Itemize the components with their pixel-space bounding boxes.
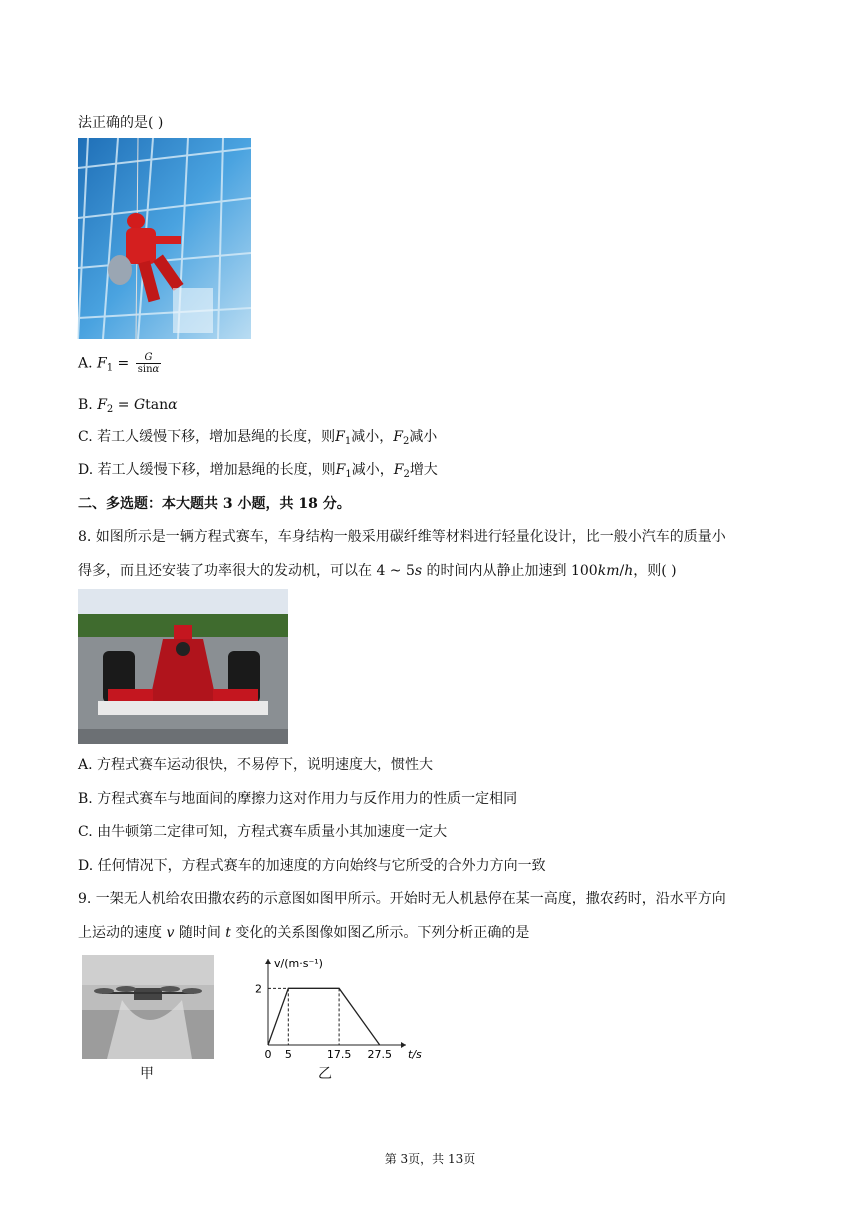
x-tick-label: 5: [284, 1048, 292, 1061]
page-footer: 第 3页，共 13页: [384, 1152, 476, 1166]
x-tick-label: 0: [264, 1048, 272, 1061]
q8-option-d: D. 任何情况下，方程式赛车的加速度的方向始终与它所受的合外力方向一致: [78, 858, 546, 874]
option-label: A.: [78, 355, 98, 372]
q8-option-b: B. 方程式赛车与地面间的摩擦力这对作用力与反作用力的性质一定相同: [78, 791, 518, 807]
drone-photo: [82, 955, 214, 1059]
q8-option-c: C. 由牛顿第二定律可知，方程式赛车质量小其加速度一定大: [78, 824, 448, 840]
figure-caption-yi: 乙: [318, 1066, 332, 1082]
y-axis-label: v/(m·s⁻¹): [274, 957, 323, 970]
figure-caption-jia: 甲: [140, 1066, 154, 1082]
y-axis-arrow: [265, 959, 271, 964]
q7-option-d: D. 若工人缓慢下移，增加悬绳的长度，则$F_1$减小，$F_2$增大: [78, 462, 438, 480]
y-tick-label: 2: [255, 982, 262, 996]
x-axis-label: t/s: [408, 1048, 422, 1061]
series-line: [268, 988, 380, 1045]
x-axis-arrow: [401, 1042, 406, 1048]
velocity-time-chart: [250, 955, 422, 1061]
x-tick-label: 27.5: [367, 1048, 392, 1061]
option-label: B.: [78, 397, 98, 413]
q7-option-b: B. $F_2 = Gtan\alpha$: [78, 397, 178, 415]
window-cleaner-photo: [78, 138, 251, 339]
fraction: $\frac{G}{\sin\alpha}$: [137, 352, 160, 375]
formula-car-photo: [78, 589, 288, 744]
q9-stem-line1: 9. 一架无人机给农田撒农药的示意图如图甲所示。开始时无人机悬停在某一高度，撒农药时，沿水平方向: [78, 891, 726, 907]
q8-option-a: A. 方程式赛车运动很快，不易停下，说明速度大，惯性大: [78, 757, 434, 773]
q7-option-c: C. 若工人缓慢下移，增加悬绳的长度，则$F_1$减小，$F_2$减小: [78, 429, 438, 447]
q7-stem-end: 法正确的是( ): [78, 115, 164, 131]
q9-stem-line2: 上运动的速度 v 随时间 t 变化的关系图像如图乙所示。下列分析正确的是: [78, 925, 530, 941]
q8-stem-line2: 得多，而且还安装了功率很大的发动机，可以在 4 ~ 5s 的时间内从静止加速到 100km/h，则( ): [78, 563, 677, 579]
section-heading: 二、多选题：本大题共 3 小题，共 18 分。: [78, 496, 351, 512]
q8-stem-line1: 8. 如图所示是一辆方程式赛车，车身结构一般采用碳纤维等材料进行轻量化设计，比一般小汽车的质量小: [78, 529, 726, 545]
x-tick-label: 17.5: [326, 1048, 352, 1061]
q7-option-a: A. $F_1$ = $\frac{G}{\sin\alpha}$: [78, 352, 160, 375]
